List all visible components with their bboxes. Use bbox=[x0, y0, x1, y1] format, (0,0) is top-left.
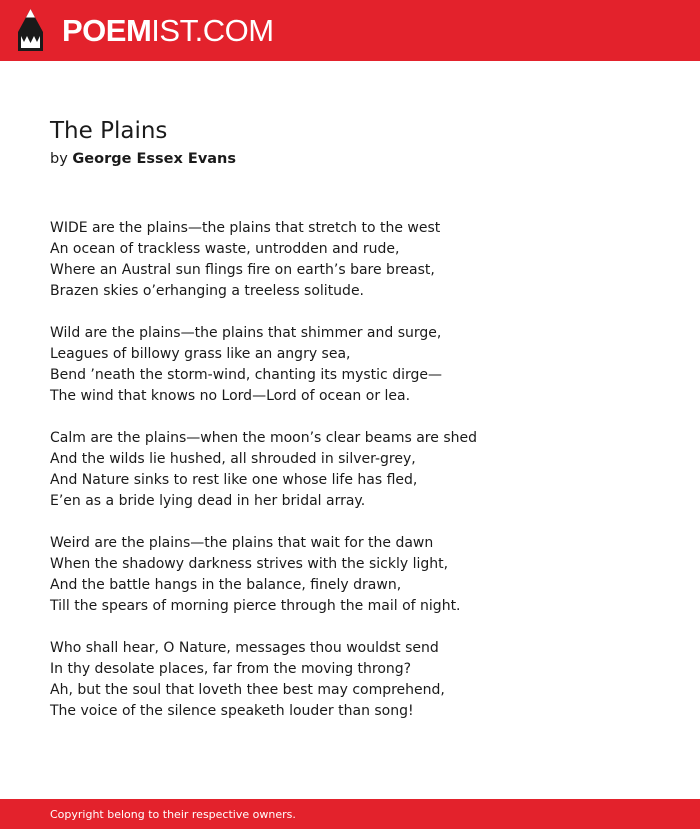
poem-line: Brazen skies o’erhanging a treeless solitude. bbox=[50, 283, 365, 299]
logo-text-bold: POEM bbox=[62, 13, 152, 48]
logo-text-light: IST.COM bbox=[151, 13, 274, 48]
poem-line: And the wilds lie hushed, all shrouded in silver-grey, bbox=[50, 451, 416, 467]
pencil-logo-icon[interactable] bbox=[18, 9, 43, 51]
poem-author: George Essex Evans bbox=[72, 151, 237, 167]
poem-line: Who shall hear, O Nature, messages thou wouldst send bbox=[50, 640, 439, 656]
poem-title: The Plains bbox=[50, 118, 168, 144]
site-header bbox=[0, 0, 700, 61]
poem-line: Calm are the plains—when the moon’s clear beams are shed bbox=[50, 430, 477, 446]
poem-line: E’en as a bride lying dead in her bridal array. bbox=[50, 493, 366, 509]
site-footer bbox=[0, 799, 700, 829]
stanza bbox=[50, 323, 670, 407]
poem-line: Where an Austral sun flings fire on earth’s bare breast, bbox=[50, 262, 435, 278]
poem-line: Bend ’neath the storm-wind, chanting its mystic dirge— bbox=[50, 367, 442, 383]
byline bbox=[50, 150, 236, 168]
stanza bbox=[50, 428, 670, 512]
poem-line: An ocean of trackless waste, untrodden and rude, bbox=[50, 241, 400, 257]
site-logo[interactable] bbox=[62, 14, 274, 48]
poem-line: Weird are the plains—the plains that wait for the dawn bbox=[50, 535, 434, 551]
poem-line: In thy desolate places, far from the moving throng? bbox=[50, 661, 412, 677]
poem-line: And Nature sinks to rest like one whose life has fled, bbox=[50, 472, 418, 488]
poem-line: Ah, but the soul that loveth thee best may comprehend, bbox=[50, 682, 445, 698]
poem-line: The wind that knows no Lord—Lord of ocean or lea. bbox=[50, 388, 411, 404]
stanza bbox=[50, 218, 670, 302]
poem-line: Wild are the plains—the plains that shimmer and surge, bbox=[50, 325, 442, 341]
copyright-notice: Copyright belong to their respective owners. bbox=[50, 808, 296, 821]
poem-line: Leagues of billowy grass like an angry sea, bbox=[50, 346, 351, 362]
poem-line: The voice of the silence speaketh louder than song! bbox=[50, 703, 414, 719]
poem-body bbox=[50, 218, 670, 743]
poem-line: WIDE are the plains—the plains that stretch to the west bbox=[50, 220, 441, 236]
poem-line: When the shadowy darkness strives with the sickly light, bbox=[50, 556, 449, 572]
poem-line: And the battle hangs in the balance, finely drawn, bbox=[50, 577, 402, 593]
poem-line: Till the spears of morning pierce through the mail of night. bbox=[50, 598, 461, 614]
by-label: by bbox=[50, 151, 68, 167]
stanza bbox=[50, 533, 670, 617]
stanza bbox=[50, 638, 670, 722]
